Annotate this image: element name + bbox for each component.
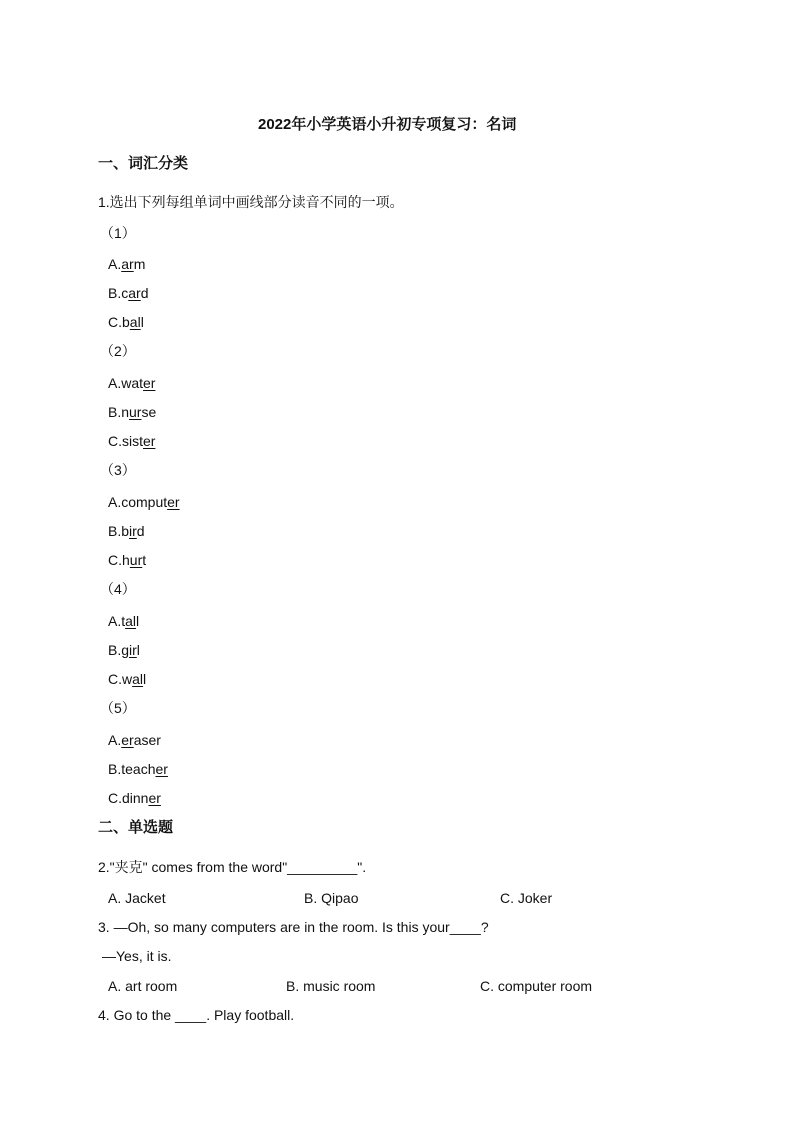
group-label: （4） bbox=[100, 581, 136, 597]
option: C.sister bbox=[108, 433, 156, 449]
option: B. Qipao bbox=[304, 890, 359, 906]
option: C.ball bbox=[108, 314, 144, 330]
group-label: （3） bbox=[100, 462, 136, 478]
question-stem: 1.选出下列每组单词中画线部分读音不同的一项。 bbox=[98, 194, 404, 210]
section-heading: 二、单选题 bbox=[98, 819, 174, 836]
option: A.arm bbox=[108, 256, 146, 272]
option: B.teacher bbox=[108, 761, 168, 777]
option: B.girl bbox=[108, 642, 140, 658]
option: A. Jacket bbox=[108, 890, 166, 906]
page-title: 2022年小学英语小升初专项复习：名词 bbox=[258, 116, 517, 133]
question-stem: 3. —Oh, so many computers are in the room. Is this your____? bbox=[98, 919, 489, 935]
group-label: （5） bbox=[100, 700, 136, 716]
option: C.hurt bbox=[108, 552, 147, 568]
question-stem: 2."夹克" comes from the word"_________". bbox=[98, 859, 367, 875]
option: C. computer room bbox=[480, 978, 593, 994]
option: C. Joker bbox=[500, 890, 553, 906]
option: B.nurse bbox=[108, 404, 157, 420]
group-label: （1） bbox=[100, 225, 136, 241]
option: B.bird bbox=[108, 523, 145, 539]
option: C.wall bbox=[108, 671, 147, 687]
option: A. art room bbox=[108, 978, 178, 994]
option: C.dinner bbox=[108, 790, 161, 806]
option: B. music room bbox=[286, 978, 376, 994]
option: A.eraser bbox=[108, 732, 161, 748]
option: A.tall bbox=[108, 613, 140, 629]
option: A.water bbox=[108, 375, 156, 391]
question-stem: 4. Go to the ____. Play football. bbox=[98, 1007, 295, 1023]
dialogue-reply: —Yes, it is. bbox=[102, 948, 172, 964]
group-label: （2） bbox=[100, 343, 136, 359]
option: B.card bbox=[108, 285, 149, 301]
option: A.computer bbox=[108, 494, 180, 510]
section-heading: 一、词汇分类 bbox=[98, 155, 189, 172]
